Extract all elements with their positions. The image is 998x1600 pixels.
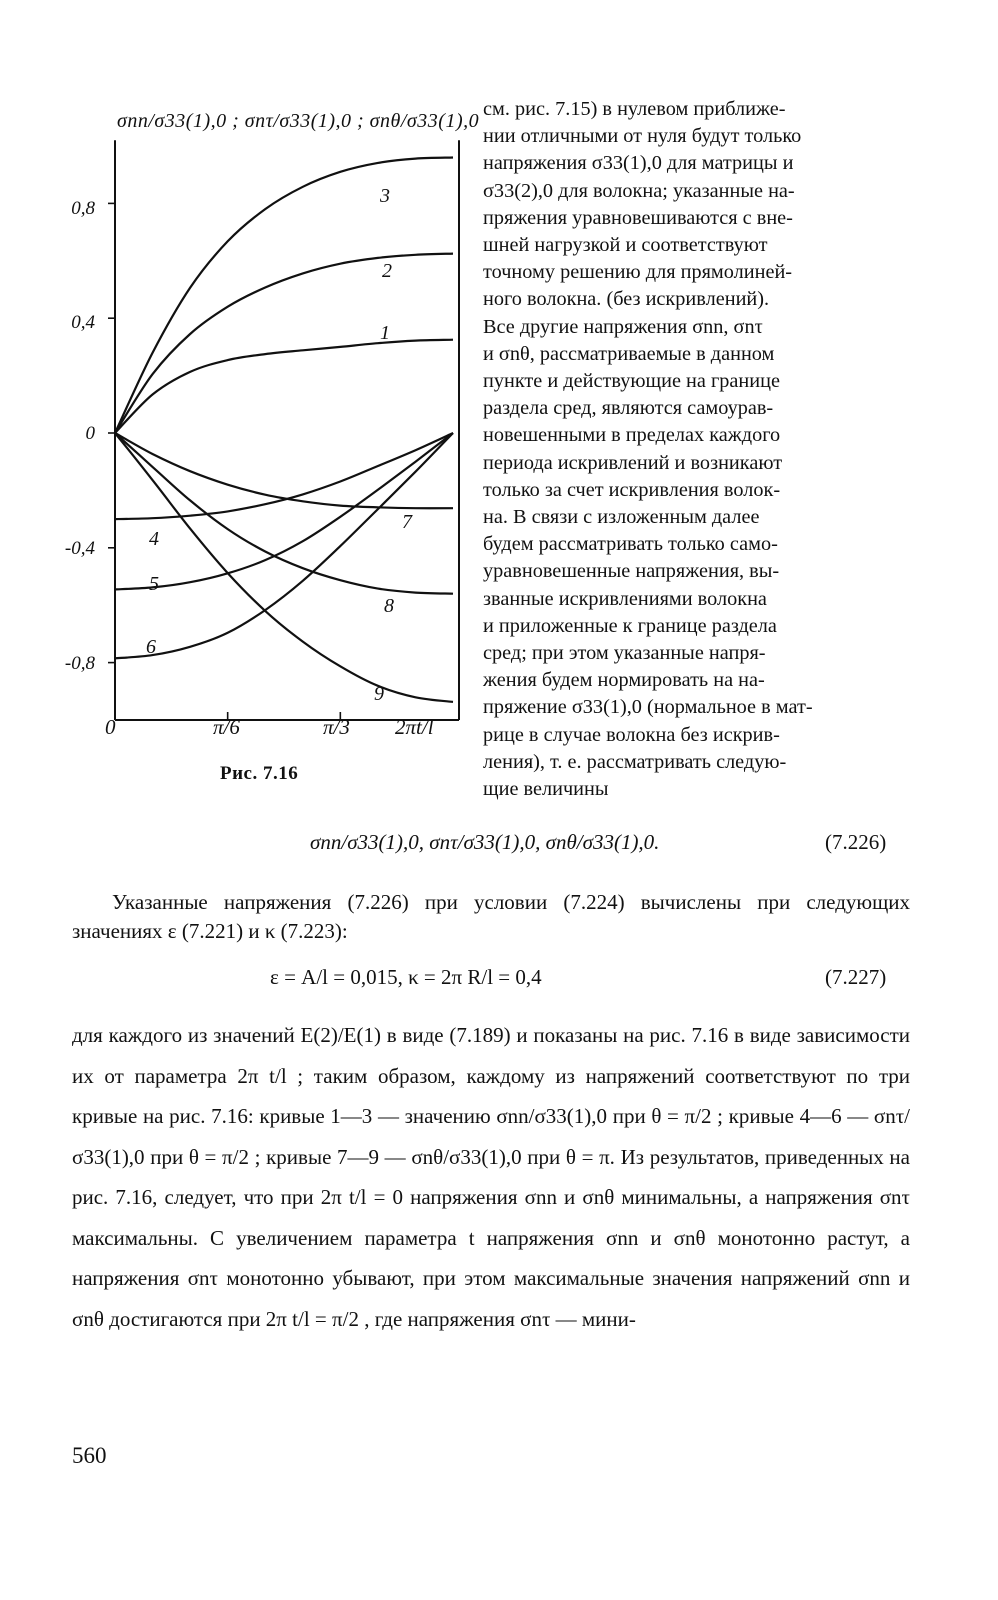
- text-line: шней нагрузкой и соответствуют: [483, 234, 768, 257]
- text-line: Все другие напряжения σnn, σnτ: [483, 315, 763, 338]
- curve-label-6: 6: [146, 636, 156, 658]
- text-line: пряжение σ33(1),0 (нормальное в мат-: [483, 696, 813, 719]
- curve-4-line: [115, 433, 453, 519]
- text-line: напряжения σ33(1),0 для матрицы и: [483, 152, 794, 175]
- text-line: сред; при этом указанные напря-: [483, 642, 766, 665]
- body-paragraph: для каждого из значений E(2)/E(1) в виде (7.189) и показаны на рис. 7.16 в виде зависимости их от параметра 2π t/l ; таким образом, каждому из напряжений соответствуют по три кривые на рис. 7.16: кривые 1—3 — значению σnn/σ33(1),0 при θ = π/2 ; кривые 4—6 — σnτ/σ33(1),0 при θ = π/2 ; кривые 7—9 — σnθ/σ33(1),0 при θ = π. Из результатов, приведенных на рис. 7.16, следует, что при 2π t/l = 0 напряжения σnn и σnθ минимальны, а напряжения σnτ максимальны. С увеличением параметра t напряжения σnn и σnθ монотонно растут, а напряжения σnτ монотонно убывают, при этом максимальные значения напряжений σnn и σnθ достигаются при 2π t/l = π/2 , где напряжения σnτ — мини-: [72, 1023, 910, 1331]
- chart-axes: [108, 140, 459, 720]
- curve-label-3: 3: [380, 185, 390, 207]
- y-tick-label: 0,8: [71, 198, 95, 219]
- text-line: ного волокна. (без искривлений).: [483, 288, 770, 311]
- body-paragraph: Указанные напряжения (7.226) при условии (7.224) вычислены при следующих значениях ε (7.221) и κ (7.223):: [72, 890, 910, 943]
- text-line: пункте и действующие на границе: [483, 370, 780, 393]
- curve-label-9: 9: [374, 683, 384, 705]
- x-tick-label: π/3: [323, 715, 350, 739]
- curve-label-7: 7: [402, 511, 412, 533]
- y-tick-label: 0: [85, 423, 95, 444]
- equation-7-227: ε = A/l = 0,015, κ = 2π R/l = 0,4: [270, 965, 542, 989]
- x-tick-label: 0: [105, 715, 116, 739]
- text-line: σ33(2),0 для волокна; указанные на-: [483, 179, 795, 202]
- text-line: уравновешенные напряжения, вы-: [483, 560, 780, 583]
- text-line: точному решению для прямолиней-: [483, 261, 793, 284]
- text-line: на. В связи с изложенным далее: [483, 506, 760, 529]
- y-tick-label: 0,4: [71, 312, 95, 333]
- page-number: 560: [72, 1443, 107, 1468]
- text-line: пряжения уравновешиваются с вне-: [483, 206, 793, 229]
- x-tick-label: 2πt/l: [395, 715, 434, 739]
- figure-7-16: [55, 90, 480, 830]
- curve-9-line: [115, 433, 453, 702]
- text-line: званные искривлениями волокна: [483, 587, 767, 610]
- text-line: только за счет искривления волок-: [483, 478, 781, 501]
- curve-1-line: [115, 340, 453, 433]
- text-line: см. рис. 7.15) в нулевом приближе-: [483, 98, 786, 120]
- curve-label-4: 4: [149, 528, 159, 550]
- figure-caption: Рис. 7.16: [220, 763, 299, 784]
- y-axis-title: σnn/σ33(1),0 ; σnτ/σ33(1),0 ; σnθ/σ33(1),0: [117, 110, 480, 132]
- text-line: ления), т. е. рассматривать следую-: [483, 750, 787, 773]
- curve-label-2: 2: [382, 260, 392, 282]
- equation-number: (7.226): [825, 830, 887, 854]
- x-tick-label: π/6: [213, 715, 240, 739]
- right-column-text: [483, 96, 908, 803]
- text-line: жения будем нормировать на на-: [483, 669, 765, 692]
- text-line: новешенными в пределах каждого: [483, 424, 781, 447]
- text-line: и σnθ, рассматриваемые в данном: [483, 342, 775, 365]
- y-tick-label: -0,8: [64, 653, 95, 674]
- text-line: раздела сред, являются самоурав-: [483, 397, 774, 420]
- equation-number: (7.227): [825, 965, 887, 989]
- curve-6-line: [115, 433, 453, 658]
- curve-2-line: [115, 254, 453, 433]
- curve-3-line: [115, 158, 453, 434]
- text-line: нии отличными от нуля будут только: [483, 125, 802, 148]
- curve-label-8: 8: [384, 595, 394, 617]
- text-line: щие величины: [483, 778, 609, 801]
- chart-curves: [115, 158, 453, 702]
- text-line: рице в случае волокна без искрив-: [483, 723, 780, 746]
- equation-7-226: σnn/σ33(1),0, σnτ/σ33(1),0, σnθ/σ33(1),0.: [310, 830, 660, 854]
- text-line: будем рассматривать только само-: [483, 533, 778, 556]
- y-tick-label: -0,4: [64, 538, 95, 559]
- text-line: и приложенные к границе раздела: [483, 614, 777, 637]
- curve-label-5: 5: [149, 573, 159, 595]
- curve-label-1: 1: [380, 322, 390, 344]
- text-line: периода искривлений и возникают: [483, 451, 783, 474]
